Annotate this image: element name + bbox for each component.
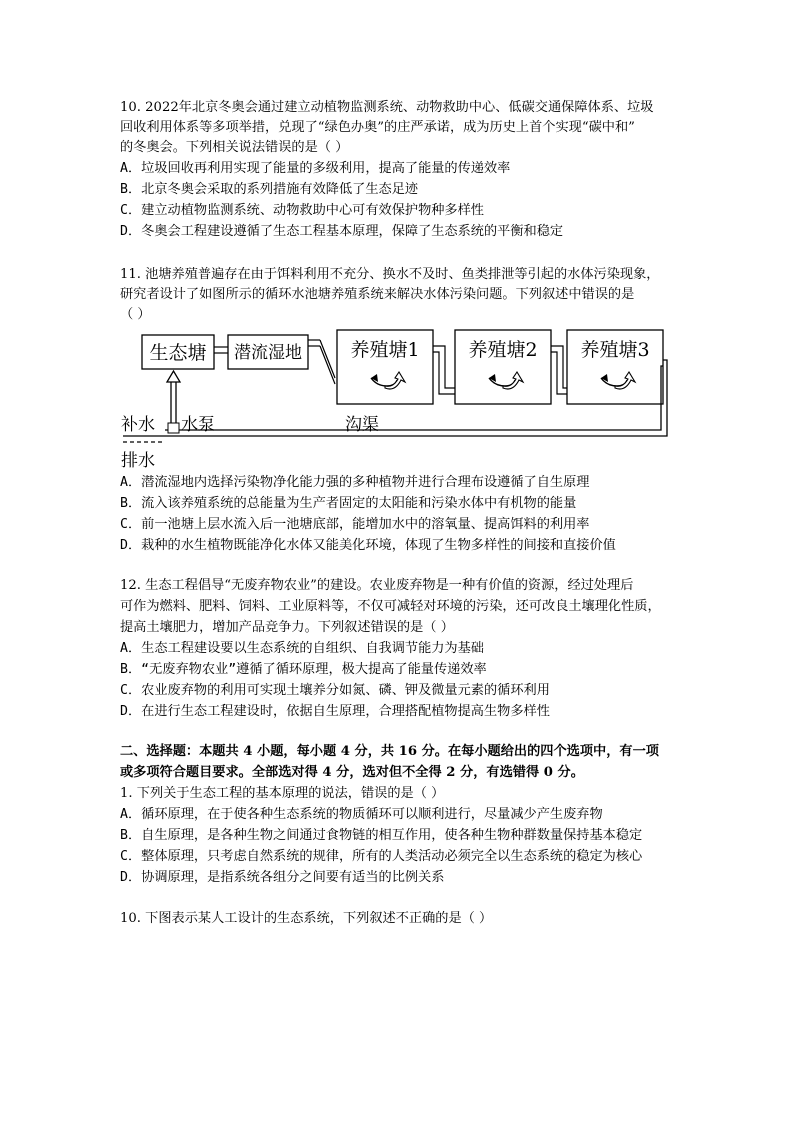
s2q1-option-b: B．自生原理，是各种生物之间通过食物链的相互作用，使各种生物种群数量保持基本稳定 bbox=[120, 828, 643, 843]
q10-stem-line2: 回收利用体系等多项举措，兑现了“绿色办奥”的庄严承诺，成为历史上首个实现“碳中和” bbox=[120, 120, 635, 135]
q12-stem-line3: 提高土壤肥力，增加产品竞争力。下列叙述错误的是（ ） bbox=[120, 620, 454, 635]
q10-stem-line1: 10. 2022年北京冬奥会通过建立动植物监测系统、动物救助中心、低碳交通保障体系、垃圾 bbox=[120, 100, 654, 115]
q10-option-b: B．北京冬奥会采取的系列措施有效降低了生态足迹 bbox=[120, 182, 419, 197]
q11-option-c: C．前一池塘上层水流入后一池塘底部，能增加水中的溶氧量、提高饵料的利用率 bbox=[120, 517, 590, 532]
pump-label: 水泵 bbox=[181, 415, 215, 435]
q12-option-b: B．“无废弃物农业”遵循了循环原理，极大提高了能量传递效率 bbox=[120, 662, 487, 677]
q11-option-a: A．潜流湿地内选择污染物净化能力强的多种植物并进行合理布设遵循了自生原理 bbox=[120, 475, 590, 490]
eco-pond-label: 生态塘 bbox=[149, 342, 207, 364]
q10-option-a: A．垃圾回收再利用实现了能量的多级利用，提高了能量的传递效率 bbox=[120, 161, 511, 176]
recirculating-pond-diagram bbox=[117, 326, 677, 472]
add-water-label: 补水 bbox=[121, 415, 155, 435]
s2q1-stem: 1. 下列关于生态工程的基本原理的说法，错误的是（ ） bbox=[120, 786, 445, 801]
section-2-heading-line2: 或多项符合题目要求。全部选对得 4 分，选对但不全得 2 分，有选错得 0 分。 bbox=[120, 765, 584, 780]
pond-3-label: 养殖塘3 bbox=[580, 339, 650, 361]
s2q1-option-a: A．循环原理，在于使各种生态系统的物质循环可以顺利进行，尽量减少产生废弃物 bbox=[120, 807, 603, 822]
upward-arrow-icon bbox=[167, 371, 180, 382]
q11-stem-line2: 研究者设计了如图所示的循环水池塘养殖系统来解决水体污染问题。下列叙述中错误的是 bbox=[120, 287, 635, 302]
pond-2-label: 养殖塘2 bbox=[468, 339, 538, 361]
section-2-heading-line1: 二、选择题：本题共 4 小题，每小题 4 分，共 16 分。在每小题给出的四个选项中，有一项 bbox=[120, 744, 659, 759]
q11-option-b: B．流入该养殖系统的总能量为生产者固定的太阳能和污染水体中有机物的能量 bbox=[120, 496, 577, 511]
q12-stem-line2: 可作为燃料、肥料、饲料、工业原料等，不仅可减轻对环境的污染，还可改良土壤理化性质， bbox=[120, 599, 661, 614]
ditch-label: 沟渠 bbox=[345, 415, 379, 435]
q11-option-d: D．栽种的水生植物既能净化水体又能美化环境，体现了生物多样性的间接和直接价值 bbox=[120, 538, 616, 553]
s2q1-option-d: D．协调原理，是指系统各组分之间要有适当的比例关系 bbox=[120, 870, 445, 885]
q12-option-c: C．农业废弃物的利用可实现土壤养分如氮、磷、钾及微量元素的循环利用 bbox=[120, 683, 550, 698]
s2q1-option-c: C．整体原理，只考虑自然系统的规律，所有的人类活动必须完全以生态系统的稳定为核心 bbox=[120, 849, 643, 864]
q12-option-d: D．在进行生态工程建设时，依据自生原理，合理搭配植物提高生物多样性 bbox=[120, 704, 550, 719]
q10-stem-line3: 的冬奥会。下列相关说法错误的是（ ） bbox=[120, 140, 349, 155]
q10-option-c: C．建立动植物监测系统、动物救助中心可有效保护物种多样性 bbox=[120, 203, 484, 218]
wetland-label: 潜流湿地 bbox=[234, 343, 302, 363]
q10-option-d: D．冬奥会工程建设遵循了生态工程基本原理，保障了生态系统的平衡和稳定 bbox=[120, 224, 564, 239]
q12-option-a: A．生态工程建设要以生态系统的自组织、自我调节能力为基础 bbox=[120, 641, 484, 656]
pump-icon bbox=[168, 423, 179, 433]
q11-stem-line1: 11. 池塘养殖普遍存在由于饵料利用不充分、换水不及时、鱼类排泄等引起的水体污染现象， bbox=[120, 267, 660, 282]
q12-stem-line1: 12. 生态工程倡导“无废弃物农业”的建设。农业废弃物是一种有价值的资源，经过处理后 bbox=[120, 578, 634, 593]
drain-label: 排水 bbox=[121, 451, 155, 471]
q11-stem-line3: （ ） bbox=[120, 307, 151, 322]
pond-1-label: 养殖塘1 bbox=[350, 339, 420, 361]
s2q10-stem: 10. 下图表示某人工设计的生态系统，下列叙述不正确的是（ ） bbox=[120, 911, 493, 926]
